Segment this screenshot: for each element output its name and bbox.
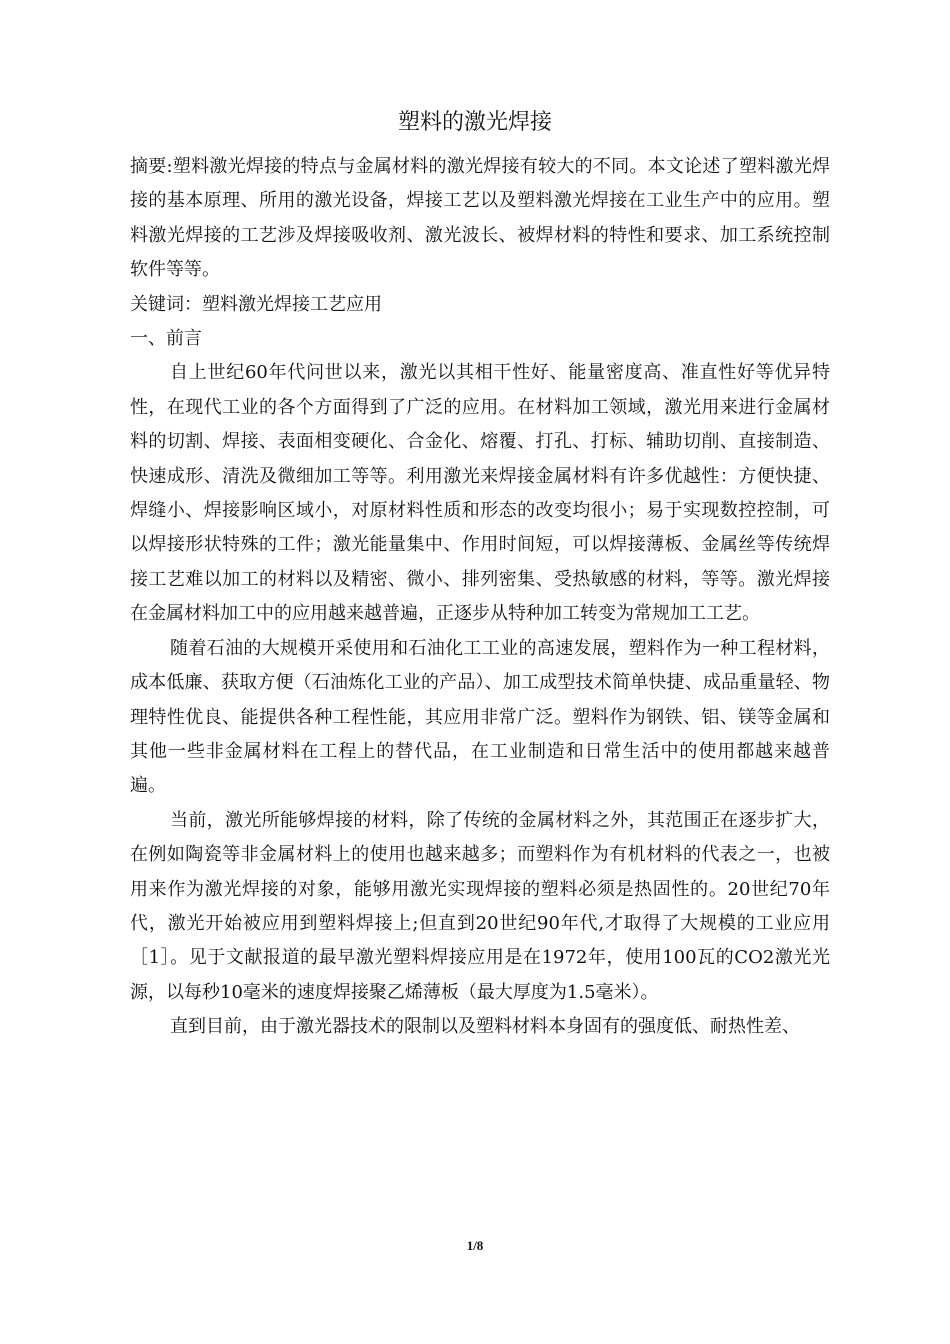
body-text xyxy=(130,150,830,1045)
paragraph: 随着石油的大规模开采使用和石油化工工业的高速发展，塑料作为一种工程材料，成本低廉、获取方便（石油炼化工业的产品）、加工成型技术简单快捷、成品重量轻、物理特性优良、能提供各种工程性能，其应用非常广泛。塑料作为钢铁、铝、镁等金属和其他一些非金属材料在工程上的替代品，在工业制造和日常生活中的使用都越来越普遍。 xyxy=(130,637,830,797)
section-heading: 一、前言 xyxy=(130,328,202,350)
document-title: 塑料的激光焊接 xyxy=(397,110,552,135)
abstract: 摘要:塑料激光焊接的特点与金属材料的激光焊接有较大的不同。本文论述了塑料激光焊接的基本原理、所用的激光设备，焊接工艺以及塑料激光焊接在工业生产中的应用。塑料激光焊接的工艺涉及焊接吸收剂、激光波长、被焊材料的特性和要求、加工系统控制软件等等。 xyxy=(130,156,830,281)
paragraph: 自上世纪60年代问世以来，激光以其相干性好、能量密度高、准直性好等优异特性，在现代工业的各个方面得到了广泛的应用。在材料加工领域，激光用来进行金属材料的切割、焊接、表面相变硬化、合金化、熔覆、打孔、打标、辅助切削、直接制造、快速成形、清洗及微细加工等等。利用激光来焊接金属材料有许多优越性：方便快捷、焊缝小、焊接影响区域小，对原材料性质和形态的改变均很小；易于实现数控控制，可以焊接形状特殊的工件；激光能量集中、作用时间短，可以焊接薄板、金属丝等传统焊接工艺难以加工的材料以及精密、微小、排列密集、受热敏感的材料，等等。激光焊接在金属材料加工中的应用越来越普遍，正逐步从特种加工转变为常规加工工艺。 xyxy=(130,362,830,625)
paragraph: 直到目前，由于激光器技术的限制以及塑料材料本身固有的强度低、耐热性差、 xyxy=(170,1016,800,1038)
keywords: 关键词：塑料激光焊接工艺应用 xyxy=(130,293,382,315)
page-number: 1/8 xyxy=(466,1238,484,1253)
paragraph: 当前，激光所能够焊接的材料，除了传统的金属材料之外，其范围正在逐步扩大，在例如陶瓷等非金属材料上的使用也越来越多；而塑料作为有机材料的代表之一，也被用来作为激光焊接的对象，能够用激光实现焊接的塑料必须是热固性的。20世纪70年代，激光开始被应用到塑料焊接上;但直到20世纪90年代,才取得了大规模的工业应用［1］。见于文献报道的最早激光塑料焊接应用是在1972年，使用100瓦的CO2激光光源，以每秒10毫米的速度焊接聚乙烯薄板（最大厚度为1.5毫米）。 xyxy=(130,809,830,1003)
